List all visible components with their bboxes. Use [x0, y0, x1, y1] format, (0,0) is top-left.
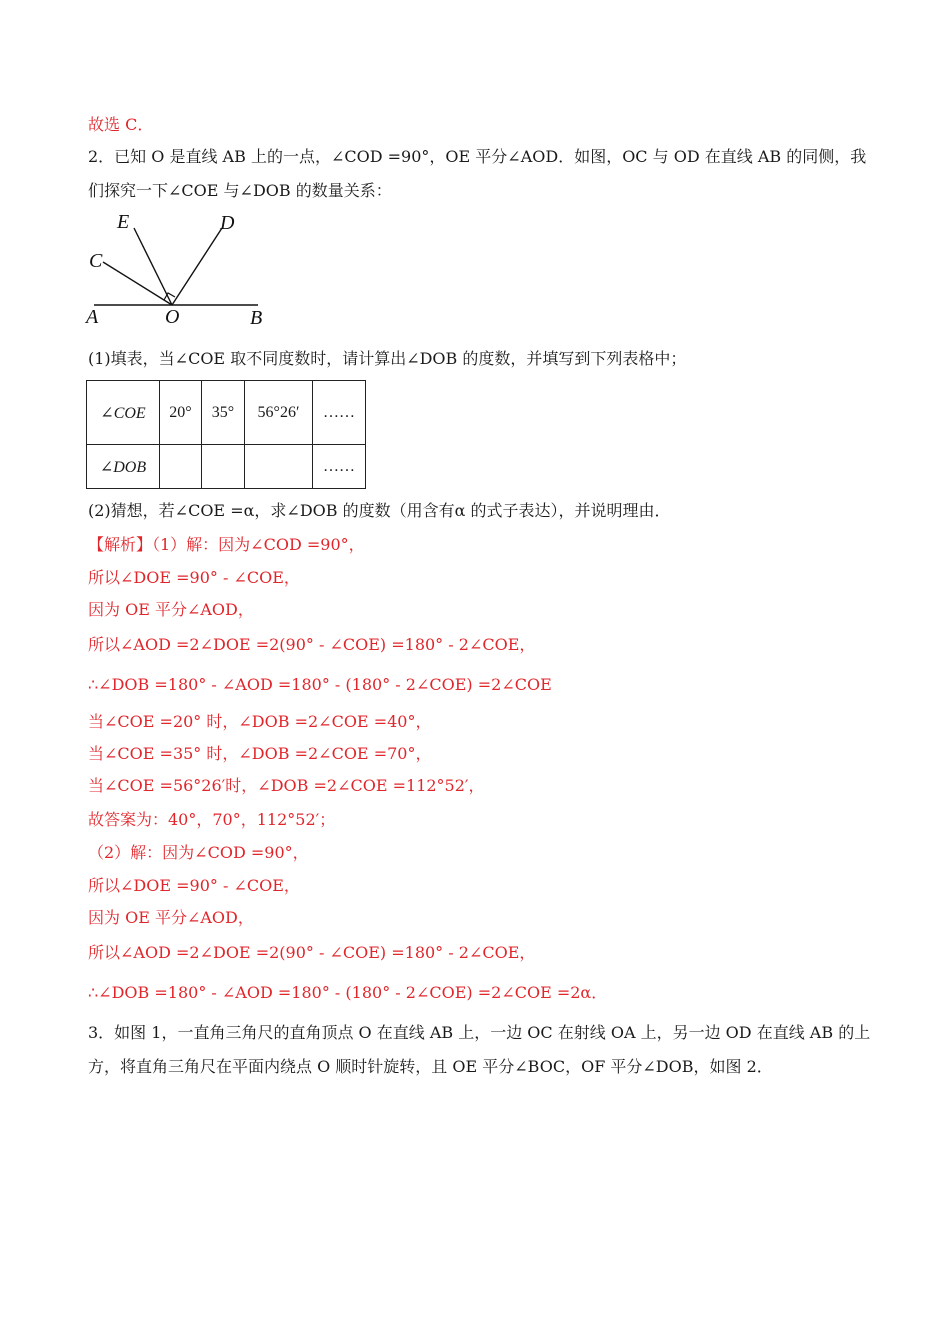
table-cell: …… [313, 381, 366, 445]
solution-line: 所以∠AOD =2∠DOE =2(90° - ∠COE) =180° - 2∠COE， [88, 943, 536, 962]
q3-statement-line1: 3．如图 1，一直角三角尺的直角顶点 O 在直线 AB 上，一边 OC 在射线 OA 上，另一边 OD 在直线 AB 的上 [88, 1023, 871, 1042]
table-cell: 20° [160, 381, 202, 445]
solution-line: 所以∠DOE =90° - ∠COE， [88, 568, 300, 587]
q2-statement-line2: 们探究一下∠COE 与∠DOB 的数量关系： [88, 181, 392, 200]
q3-statement-line2: 方，将直角三角尺在平面内绕点 O 顺时针旋转，且 OE 平分∠BOC，OF 平分∠DOB，如图 2． [88, 1057, 773, 1076]
solution-line: ∴∠DOB =180° - ∠AOD =180° - (180° - 2∠COE) =2∠COE [88, 675, 552, 694]
label-o: O [165, 306, 180, 328]
solution-line: 所以∠AOD =2∠DOE =2(90° - ∠COE) =180° - 2∠COE， [88, 635, 536, 654]
previous-answer: 故选 C． [88, 115, 154, 134]
table-cell: 35° [202, 381, 245, 445]
table-row [87, 381, 366, 445]
angle-table [86, 380, 366, 489]
solution-line: 故答案为：40°，70°，112°52′； [88, 810, 336, 829]
q2-part2: (2)猜想，若∠COE =α，求∠DOB 的度数（用含有α 的式子表达），并说明理由． [88, 501, 671, 520]
solution-line: ∴∠DOB =180° - ∠AOD =180° - (180° - 2∠COE) =2∠COE =2α． [88, 983, 608, 1002]
label-d: D [220, 212, 235, 234]
table-cell: 56°26′ [245, 381, 313, 445]
solution-line: 【解析】（1）解：因为∠COD =90°， [88, 535, 365, 554]
solution-line: 当∠COE =35° 时，∠DOB =2∠COE =70°， [88, 744, 432, 763]
table-cell: ∠COE [87, 381, 160, 445]
table-cell: ∠DOB [87, 445, 160, 489]
ray-od [172, 228, 222, 305]
table-cell [202, 445, 245, 489]
solution-line: 因为 OE 平分∠AOD， [88, 600, 254, 619]
solution-line: 当∠COE =20° 时，∠DOB =2∠COE =40°， [88, 712, 432, 731]
label-e: E [117, 211, 130, 233]
angle-figure [80, 206, 280, 331]
solution-line: 当∠COE =56°26′时，∠DOB =2∠COE =112°52′， [88, 776, 485, 795]
table-cell [160, 445, 202, 489]
solution-line: 所以∠DOE =90° - ∠COE， [88, 876, 300, 895]
label-a: A [86, 306, 99, 328]
q2-statement-line1: 2．已知 O 是直线 AB 上的一点，∠COD =90°，OE 平分∠AOD．如图，OC 与 OD 在直线 AB 的同侧，我 [88, 147, 867, 166]
q2-part1: (1)填表，当∠COE 取不同度数时，请计算出∠DOB 的度数，并填写到下列表格中； [88, 349, 687, 368]
table-row [87, 445, 366, 489]
label-b: B [250, 307, 263, 329]
table-cell [245, 445, 313, 489]
solution-line: （2）解：因为∠COD =90°， [88, 843, 309, 862]
table-cell: …… [313, 445, 366, 489]
solution-line: 因为 OE 平分∠AOD， [88, 908, 254, 927]
label-c: C [89, 250, 103, 272]
